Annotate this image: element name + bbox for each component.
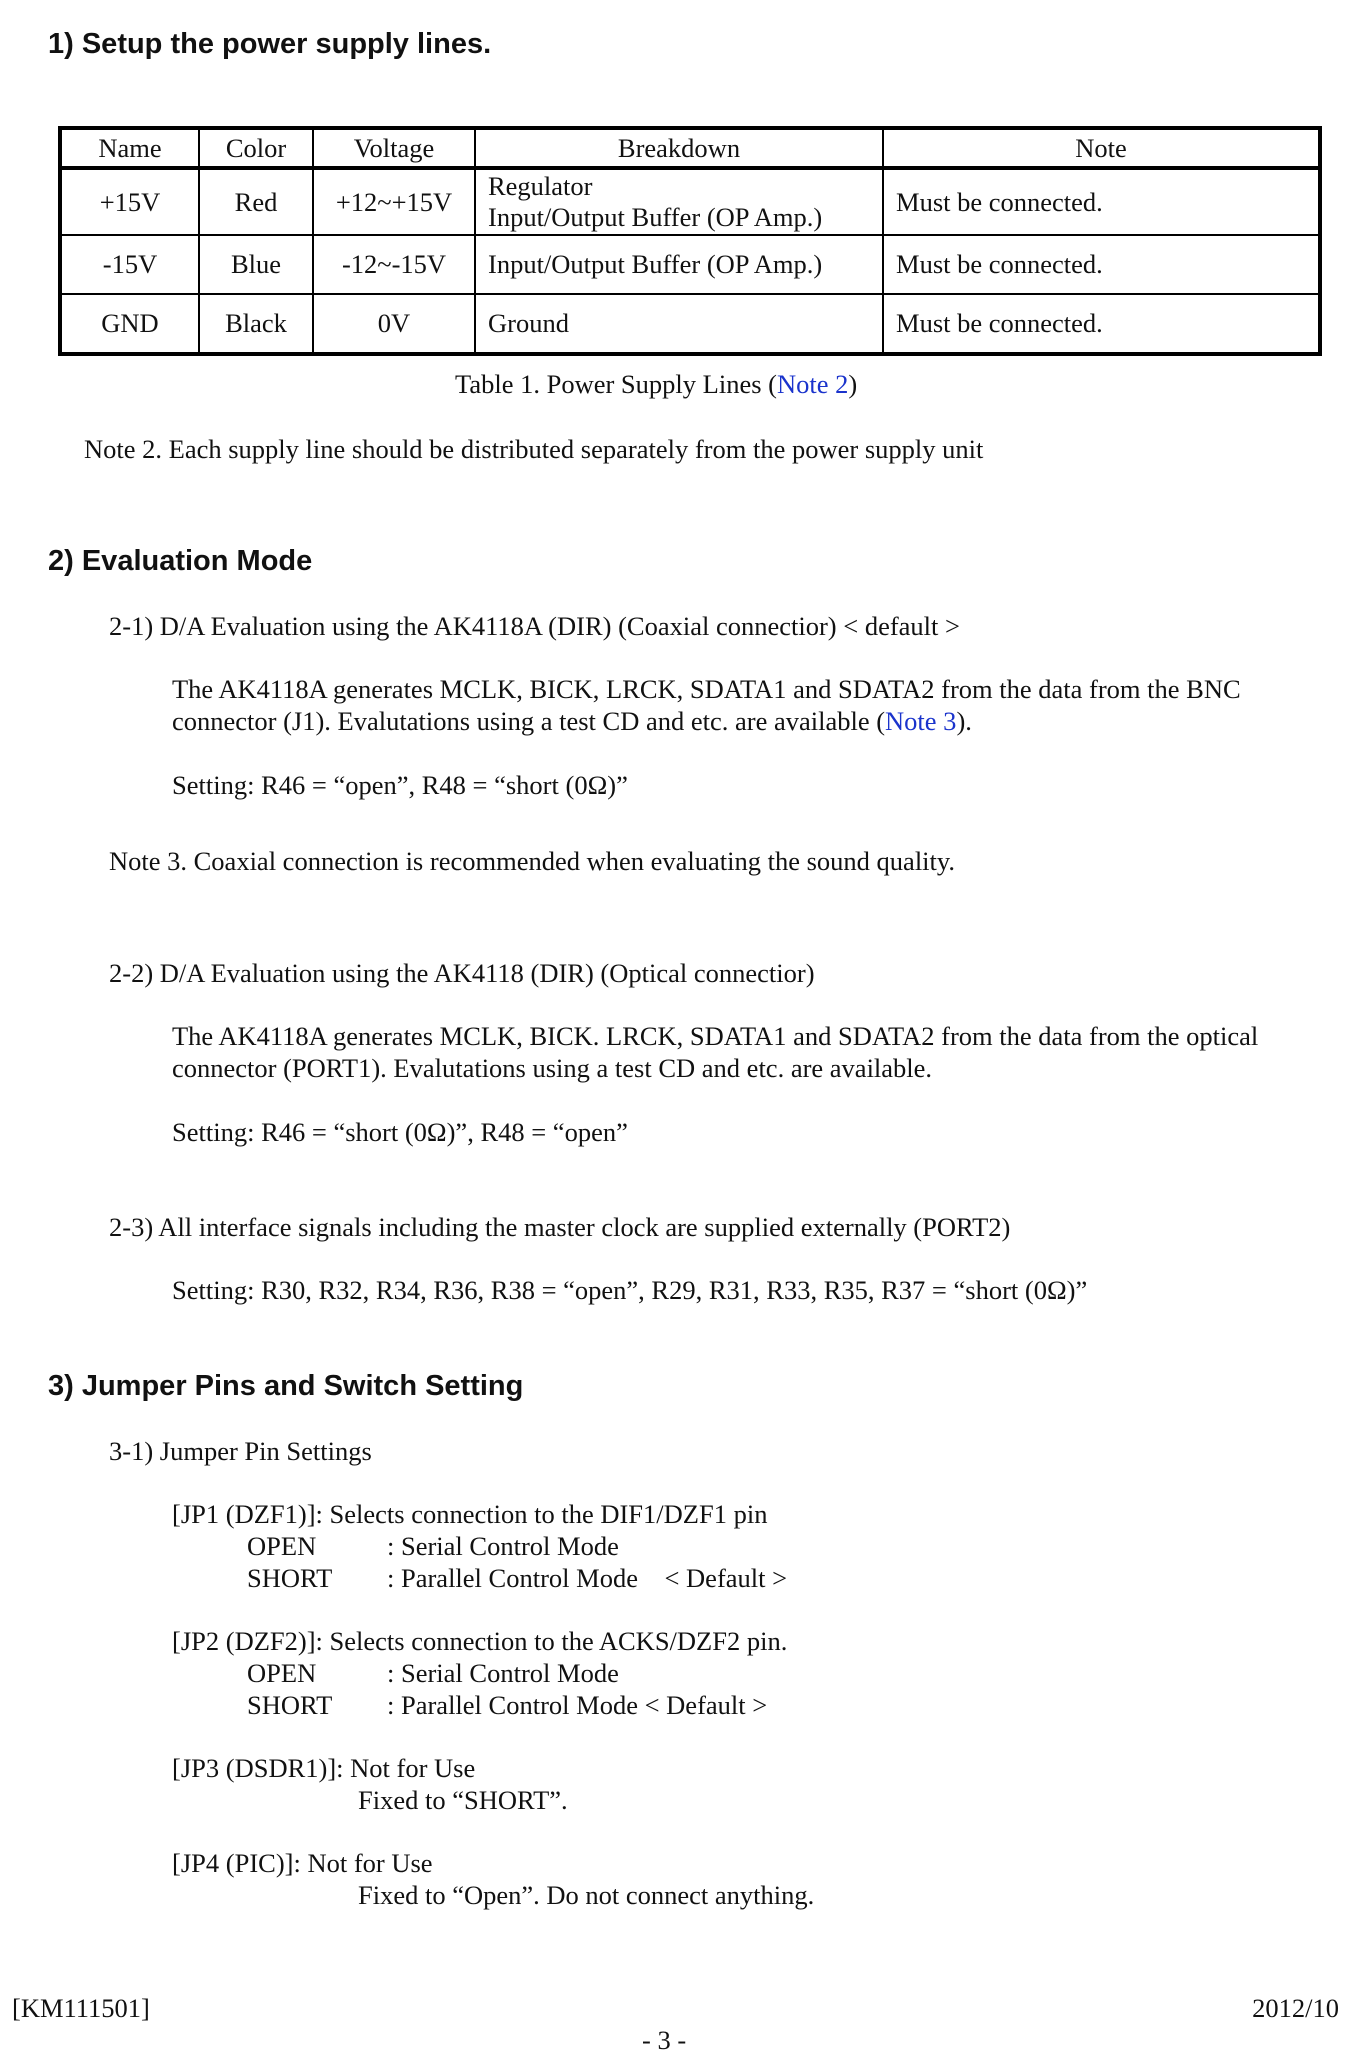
note-3-text: Note 3. Coaxial connection is recommended when evaluating the sound quality. (109, 846, 956, 876)
table-header-breakdown: Breakdown (475, 128, 883, 168)
section-2-heading: 2) Evaluation Mode (48, 545, 313, 577)
table-header-row (60, 128, 1320, 168)
cell-breakdown: Input/Output Buffer (OP Amp.) (475, 235, 883, 294)
table-header-color: Color (199, 128, 313, 168)
paragraph-text: connector (J1). Evalutations using a test CD and etc. are available ( (172, 706, 886, 736)
option-key: OPEN (247, 1658, 317, 1688)
caption-text: Table 1. Power Supply Lines ( (455, 369, 777, 399)
cell-note: Must be connected. (883, 294, 1320, 354)
paragraph-text: ). (956, 706, 972, 736)
jp2-title: [JP2 (DZF2)]: Selects connection to the ACKS/DZF2 pin. (172, 1626, 788, 1656)
subsection-2-1-title: 2-1) D/A Evaluation using the AK4118A (DIR) (Coaxial connectior) < default > (109, 611, 960, 641)
jp4-detail: Fixed to “Open”. Do not connect anything. (358, 1880, 815, 1910)
cell-name: -15V (60, 235, 199, 294)
table-header-voltage: Voltage (313, 128, 475, 168)
cell-name: +15V (60, 168, 199, 235)
footer-doc-id: [KM111501] (12, 1993, 150, 2023)
jp1-short-row (247, 1562, 787, 1594)
power-supply-table (58, 126, 1322, 356)
cell-breakdown: Ground (475, 294, 883, 354)
cell-name: GND (60, 294, 199, 354)
cell-voltage: +12~+15V (313, 168, 475, 235)
footer-page-number: - 3 - (642, 2025, 687, 2055)
cell-note: Must be connected. (883, 168, 1320, 235)
option-key: SHORT (247, 1690, 333, 1720)
paragraph-line (172, 705, 972, 737)
footer-date: 2012/10 (1252, 1993, 1339, 2023)
setting-2-2: Setting: R46 = “short (0Ω)”, R48 = “open” (172, 1117, 628, 1147)
subsection-3-1-title: 3-1) Jumper Pin Settings (109, 1436, 372, 1466)
paragraph-line: The AK4118A generates MCLK, BICK, LRCK, SDATA1 and SDATA2 from the data from the BNC (172, 674, 1241, 704)
setting-2-3: Setting: R30, R32, R34, R36, R38 = “open”, R29, R31, R33, R35, R37 = “short (0Ω)” (172, 1275, 1088, 1305)
jp4-title: [JP4 (PIC)]: Not for Use (172, 1848, 433, 1878)
table-row (60, 294, 1320, 354)
option-value: : Parallel Control Mode < Default > (387, 1563, 788, 1593)
table-row (60, 235, 1320, 294)
option-key: SHORT (247, 1563, 333, 1593)
cell-voltage: 0V (313, 294, 475, 354)
note-3-link[interactable]: Note 3 (885, 706, 957, 736)
option-value: : Serial Control Mode (387, 1658, 619, 1688)
cell-color: Black (199, 294, 313, 354)
jp2-short-row (247, 1689, 767, 1721)
subsection-2-2-title: 2-2) D/A Evaluation using the AK4118 (DIR) (Optical connectior) (109, 958, 815, 988)
cell-color: Red (199, 168, 313, 235)
section-1-heading: 1) Setup the power supply lines. (48, 28, 492, 60)
table-caption (455, 368, 857, 400)
option-key: OPEN (247, 1531, 317, 1561)
jp1-open-row (247, 1530, 619, 1562)
paragraph-line: connector (PORT1). Evalutations using a test CD and etc. are available. (172, 1053, 933, 1083)
subsection-2-3-title: 2-3) All interface signals including the master clock are supplied externally (PORT2) (109, 1212, 1011, 1242)
option-value: : Parallel Control Mode < Default > (387, 1690, 768, 1720)
cell-breakdown (475, 168, 883, 235)
section-3-heading: 3) Jumper Pins and Switch Setting (48, 1370, 524, 1402)
setting-2-1: Setting: R46 = “open”, R48 = “short (0Ω)” (172, 770, 628, 800)
cell-color: Blue (199, 235, 313, 294)
breakdown-line: Regulator (488, 171, 593, 201)
jp2-open-row (247, 1657, 619, 1689)
paragraph-line: The AK4118A generates MCLK, BICK. LRCK, SDATA1 and SDATA2 from the data from the optical (172, 1021, 1259, 1051)
table-row (60, 168, 1320, 235)
breakdown-line: Input/Output Buffer (OP Amp.) (488, 202, 823, 232)
note-2-text: Note 2. Each supply line should be distributed separately from the power supply unit (84, 434, 984, 464)
option-value: : Serial Control Mode (387, 1531, 619, 1561)
note-2-link[interactable]: Note 2 (777, 369, 849, 399)
cell-voltage: -12~-15V (313, 235, 475, 294)
cell-note: Must be connected. (883, 235, 1320, 294)
table-header-note: Note (883, 128, 1320, 168)
caption-text: ) (848, 369, 858, 399)
jp3-detail: Fixed to “SHORT”. (358, 1785, 568, 1815)
jp3-title: [JP3 (DSDR1)]: Not for Use (172, 1753, 476, 1783)
jp1-title: [JP1 (DZF1)]: Selects connection to the DIF1/DZF1 pin (172, 1499, 768, 1529)
table-header-name: Name (60, 128, 199, 168)
